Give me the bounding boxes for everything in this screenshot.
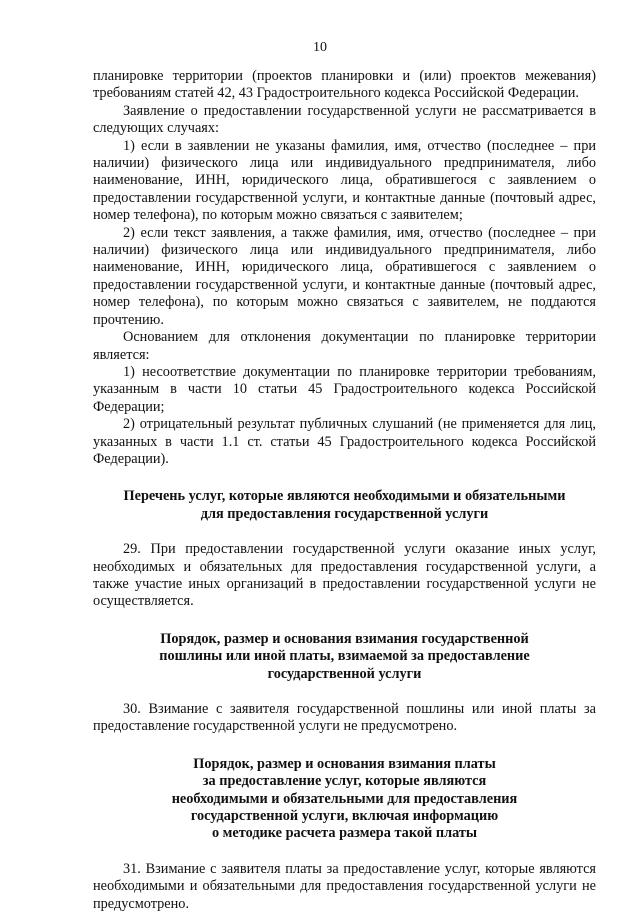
paragraph-29: 29. При предоставлении государственной услуги оказание иных услуг, необходимых и обязательных для предоставления государственной услуги, а также участие иных организаций в предоставлении государственной услуги не осуществляется.	[93, 541, 596, 610]
heading-line: Порядок, размер и основания взимания государственной	[160, 630, 529, 647]
heading-line: Перечень услуг, которые являются необходимыми и обязательными	[123, 488, 566, 505]
document-body	[93, 68, 596, 913]
heading-line: за предоставление услуг, которые являются	[202, 773, 487, 790]
paragraph-denial-reason-2: 2) отрицательный результат публичных слушаний (не применяется для лиц, указанных в части 1.1 ст. статьи 45 Градостроительного кодекса Российской Федерации).	[93, 416, 596, 467]
paragraph-denial-reason-1: 1) несоответствие документации по планировке территории требованиям, указанным в части 10 статьи 45 Градостроительного кодекса Российской Федерации;	[93, 363, 596, 415]
section-heading-state-fee	[93, 631, 596, 683]
section-heading-service-fee	[93, 756, 596, 843]
heading-line: государственной услуги, включая информацию	[190, 808, 499, 825]
paragraph-31: 31. Взимание с заявителя платы за предоставление услуг, которые являются необходимыми и обязательными для предоставления государственной услуги не предусмотрено.	[93, 860, 596, 912]
paragraph-rejection-case-2: 2) если текст заявления, а также фамилия, имя, отчество (последнее – при наличии) физического лица или индивидуального предпринимателя, либо наименование, ИНН, юридического лица, обратившегося с заявлением о предоставлении государственной услуги, и контактные данные (почтовый адрес, номер телефона), по которым можно связаться с заявителем, не поддаются прочтению.	[93, 224, 596, 328]
heading-line: Порядок, размер и основания взимания платы	[193, 755, 496, 772]
heading-line: пошлины или иной платы, взимаемой за предоставление	[159, 648, 530, 665]
heading-line: о методике расчета размера такой платы	[211, 825, 478, 842]
heading-line: государственной услуги	[267, 665, 422, 682]
paragraph-30: 30. Взимание с заявителя государственной пошлины или иной платы за предоставление государственной услуги не предусмотрено.	[93, 701, 596, 735]
section-heading-required-services	[93, 488, 596, 523]
paragraph-rejection-case-1: 1) если в заявлении не указаны фамилия, имя, отчество (последнее – при наличии) физического лица или индивидуального предпринимателя, либо наименование, ИНН, юридического лица, обратившегося с заявлением о предоставлении государственной услуги, и контактные данные (почтовый адрес, номер телефона), по которым можно связаться с заявителем;	[93, 137, 596, 224]
heading-line: для предоставления государственной услуги	[200, 505, 489, 522]
heading-line: необходимыми и обязательными для предоставления	[171, 790, 518, 807]
paragraph-rejection-intro: Заявление о предоставлении государственной услуги не рассматривается в следующих случаях:	[93, 102, 596, 137]
page-number: 10	[313, 40, 327, 55]
paragraph-continuation: планировке территории (проектов планировки и (или) проектов межевания) требованиям статей 42, 43 Градостроительного кодекса Российской Федерации.	[93, 68, 596, 102]
paragraph-denial-basis: Основанием для отклонения документации по планировке территории является:	[93, 329, 596, 363]
